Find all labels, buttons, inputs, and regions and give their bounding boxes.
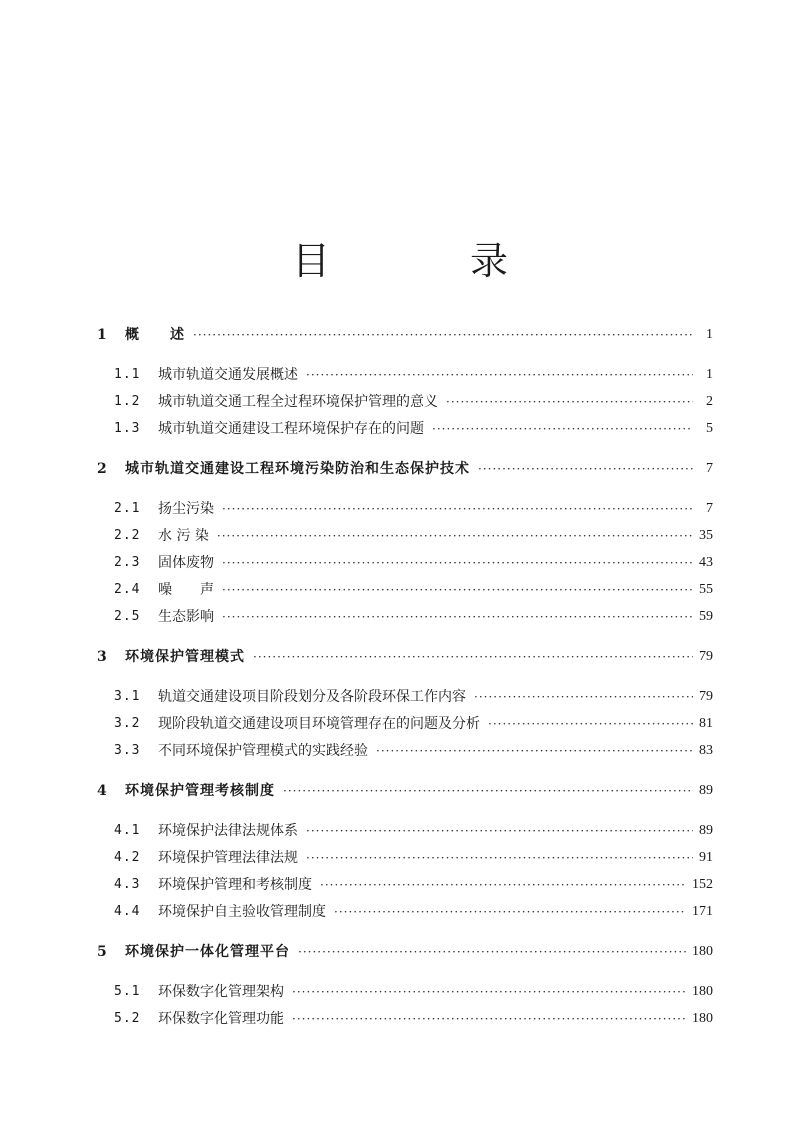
page-number: 180 [692, 944, 713, 959]
toc-section-2-2[interactable] [97, 519, 713, 546]
toc-section-2-3[interactable] [97, 546, 713, 573]
leader-dots [283, 781, 693, 801]
section-title: 噪 声 [158, 582, 214, 598]
page-number: 43 [699, 555, 713, 570]
toc-chapter-5[interactable] [97, 935, 713, 962]
section-title: 现阶段轨道交通建设项目环境管理存在的问题及分析 [158, 716, 480, 732]
section-title: 环保数字化管理架构 [158, 984, 284, 1000]
section-number: 4.3 [114, 877, 141, 892]
chapter-title: 环境保护管理模式 [125, 649, 245, 665]
leader-dots [320, 875, 686, 895]
section-title: 固体废物 [158, 555, 214, 571]
section-number: 2.4 [114, 582, 141, 597]
section-number: 3.1 [114, 689, 141, 704]
toc-section-3-1[interactable] [97, 680, 713, 707]
page-number: 83 [699, 743, 713, 758]
toc-section-1-2[interactable] [97, 385, 713, 412]
chapter-number: 4 [97, 783, 107, 799]
leader-dots [474, 687, 693, 707]
chapter-number: 2 [97, 461, 107, 477]
section-number: 2.1 [114, 501, 141, 516]
section-number: 1.2 [114, 394, 141, 409]
toc-section-2-1[interactable] [97, 492, 713, 519]
page-number: 180 [692, 1011, 713, 1026]
leader-dots [222, 553, 693, 573]
page-number: 2 [706, 394, 713, 409]
section-title: 城市轨道交通发展概述 [158, 367, 298, 383]
page-number: 152 [692, 877, 713, 892]
chapter-title: 环境保护管理考核制度 [125, 783, 275, 799]
chapter-title: 环境保护一体化管理平台 [125, 944, 290, 960]
leader-dots [306, 365, 693, 385]
leader-dots [306, 848, 693, 868]
section-title: 轨道交通建设项目阶段划分及各阶段环保工作内容 [158, 689, 466, 705]
toc-chapter-2[interactable] [97, 452, 713, 479]
toc-section-1-3[interactable] [97, 412, 713, 439]
page-number: 171 [692, 904, 713, 919]
leader-dots [306, 821, 693, 841]
section-number: 4.1 [114, 823, 141, 838]
leader-dots [292, 1009, 686, 1029]
toc-section-3-3[interactable] [97, 734, 713, 761]
toc-section-5-1[interactable] [97, 975, 713, 1002]
toc-section-5-2[interactable] [97, 1002, 713, 1029]
section-title: 环境保护法律法规体系 [158, 823, 298, 839]
section-number: 1.3 [114, 421, 141, 436]
toc-section-3-2[interactable] [97, 707, 713, 734]
chapter-number: 3 [97, 649, 107, 665]
leader-dots [193, 325, 693, 345]
page-number: 1 [706, 367, 713, 382]
toc-chapter-1[interactable] [97, 318, 713, 345]
toc-section-4-1[interactable] [97, 814, 713, 841]
section-title: 环境保护管理法律法规 [158, 850, 298, 866]
page-number: 35 [699, 528, 713, 543]
leader-dots [446, 392, 693, 412]
page-number: 180 [692, 984, 713, 999]
leader-dots [488, 714, 693, 734]
toc-section-4-3[interactable] [97, 868, 713, 895]
section-number: 4.4 [114, 904, 141, 919]
section-number: 3.2 [114, 716, 141, 731]
page-number: 81 [699, 716, 713, 731]
page-number: 79 [699, 649, 713, 664]
toc-chapter-4[interactable] [97, 774, 713, 801]
section-title: 环境保护自主验收管理制度 [158, 904, 326, 920]
leader-dots [478, 459, 693, 479]
leader-dots [222, 580, 693, 600]
toc-section-4-4[interactable] [97, 895, 713, 922]
page-number: 55 [699, 582, 713, 597]
page-number: 7 [706, 461, 713, 476]
leader-dots [222, 607, 693, 627]
toc-section-1-1[interactable] [97, 358, 713, 385]
toc-chapter-3[interactable] [97, 640, 713, 667]
leader-dots [253, 647, 693, 667]
leader-dots [292, 982, 686, 1002]
chapter-number: 1 [97, 327, 107, 343]
leader-dots [432, 419, 693, 439]
toc-section-2-5[interactable] [97, 600, 713, 627]
section-title: 扬尘污染 [158, 501, 214, 517]
toc-section-2-4[interactable] [97, 573, 713, 600]
page-number: 59 [699, 609, 713, 624]
section-title: 环保数字化管理功能 [158, 1011, 284, 1027]
section-number: 4.2 [114, 850, 141, 865]
section-number: 1.1 [114, 367, 141, 382]
page-number: 91 [699, 850, 713, 865]
page-number: 79 [699, 689, 713, 704]
toc-section-4-2[interactable] [97, 841, 713, 868]
page-number: 89 [699, 783, 713, 798]
leader-dots [222, 499, 693, 519]
section-number: 2.2 [114, 528, 141, 543]
leader-dots [217, 526, 693, 546]
section-number: 3.3 [114, 743, 141, 758]
page-title: 目 录 [291, 239, 573, 283]
page-number: 89 [699, 823, 713, 838]
section-title: 不同环境保护管理模式的实践经验 [158, 743, 368, 759]
section-title: 环境保护管理和考核制度 [158, 877, 312, 893]
leader-dots [376, 741, 693, 761]
section-title: 水 污 染 [158, 528, 209, 544]
table-of-contents [97, 318, 713, 1029]
section-title: 城市轨道交通工程全过程环境保护管理的意义 [158, 394, 438, 410]
chapter-title: 城市轨道交通建设工程环境污染防治和生态保护技术 [125, 461, 470, 477]
chapter-number: 5 [97, 944, 107, 960]
page-number: 1 [706, 327, 713, 342]
section-number: 2.3 [114, 555, 141, 570]
chapter-title: 概 述 [125, 327, 185, 343]
section-title: 城市轨道交通建设工程环境保护存在的问题 [158, 421, 424, 437]
page-number: 7 [706, 501, 713, 516]
leader-dots [334, 902, 686, 922]
section-number: 5.1 [114, 984, 141, 999]
page-number: 5 [706, 421, 713, 436]
section-number: 2.5 [114, 609, 141, 624]
leader-dots [298, 942, 686, 962]
section-title: 生态影响 [158, 609, 214, 625]
section-number: 5.2 [114, 1011, 141, 1026]
